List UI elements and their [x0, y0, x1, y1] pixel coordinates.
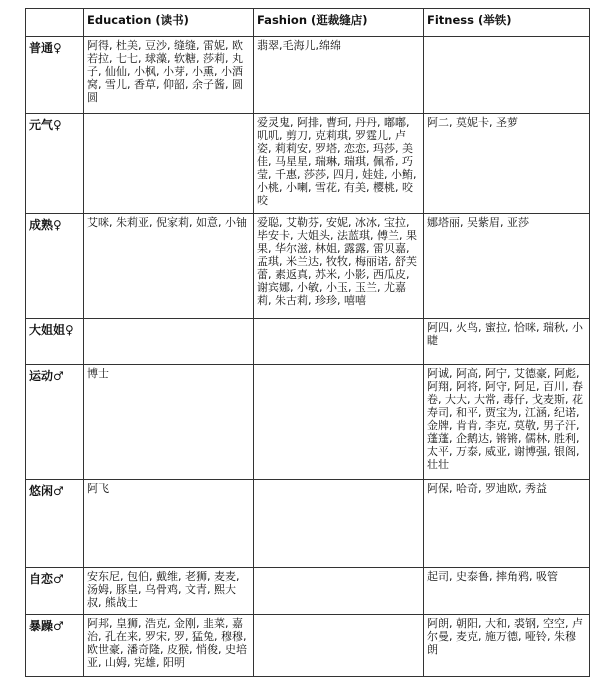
- cell-fitness: 娜塔丽, 吴紫眉, 亚莎: [424, 214, 590, 319]
- cell-fitness: 阿保, 哈奇, 罗迪欧, 秀益: [424, 480, 590, 568]
- row-label: 成熟♀: [26, 214, 84, 319]
- row-label: 悠闲♂: [26, 480, 84, 568]
- cell-education: 博士: [84, 365, 254, 480]
- cell-fitness: 阿朗, 朝阳, 大和, 裘钢, 空空, 卢尔曼, 麦克, 施万德, 哑铃, 朱穆朗: [424, 615, 590, 677]
- header-fitness: Fitness (举铁): [424, 9, 590, 37]
- table-row: [26, 37, 590, 114]
- cell-fashion: 翡翠,毛海儿,绵绵: [254, 37, 424, 114]
- header-fashion: Fashion (逛裁缝店): [254, 9, 424, 37]
- row-label: 暴躁♂: [26, 615, 84, 677]
- villager-table: [25, 8, 590, 677]
- cell-fashion: [254, 319, 424, 365]
- cell-education: 安东尼, 包伯, 戴维, 老狮, 麦麦, 汤姆, 豚皇, 乌骨鸡, 文青, 熙大叔, 熊战士: [84, 568, 254, 615]
- cell-fashion: [254, 615, 424, 677]
- table-row: [26, 480, 590, 568]
- row-label: 普通♀: [26, 37, 84, 114]
- cell-education: 阿邦, 皇狮, 浩克, 金刚, 韭菜, 嘉治, 孔在来, 罗宋, 罗, 猛兔, 穆穆, 欧世豪, 潘奇隆, 皮猴, 悄俊, 史培亚, 山姆, 宪雄, 阳明: [84, 615, 254, 677]
- row-label: 大姐姐♀: [26, 319, 84, 365]
- cell-fashion: [254, 480, 424, 568]
- cell-fashion: 爱聪, 艾勒芬, 安妮, 冰冰, 宝拉, 毕安卡, 大姐头, 法蓝琪, 傅兰, 果果, 华尔滋, 林姐, 露露, 雷贝嘉, 孟琪, 米兰达, 牧牧, 梅丽诺, 舒芙蕾, 素返真, 苏米, 小影, 西瓜皮, 谢宾娜, 小敏, 小玉, 玉兰, 尤嘉莉, 朱古莉, 珍珍, 嘻嘻: [254, 214, 424, 319]
- header-education: Education (读书): [84, 9, 254, 37]
- cell-fashion: [254, 568, 424, 615]
- cell-fashion: 爱灵鬼, 阿排, 曹珂, 丹丹, 嘟嘟, 叽叽, 剪刀, 克莉琪, 罗霆儿, 卢姿, 莉莉安, 罗塔, 恋恋, 玛莎, 美佳, 马星星, 瑞琳, 瑞琪, 佩希, 巧莹, 千惠, 莎莎, 四月, 娃娃, 小鲔, 小桃, 小喇, 雪花, 有美, 樱桃, 咬咬: [254, 114, 424, 214]
- row-label: 运动♂: [26, 365, 84, 480]
- cell-education: [84, 114, 254, 214]
- row-label: 自恋♂: [26, 568, 84, 615]
- cell-education: [84, 319, 254, 365]
- cell-fitness: 阿二, 莫妮卡, 圣萝: [424, 114, 590, 214]
- cell-education: 艾咪, 朱莉亚, 倪家莉, 如意, 小铀: [84, 214, 254, 319]
- header-corner: [26, 9, 84, 37]
- table-row: [26, 365, 590, 480]
- cell-fitness: [424, 37, 590, 114]
- cell-fitness: 阿四, 火鸟, 蜜拉, 恰咪, 瑞秋, 小睫: [424, 319, 590, 365]
- table-row: [26, 615, 590, 677]
- table-row: [26, 114, 590, 214]
- table-row: [26, 319, 590, 365]
- row-label: 元气♀: [26, 114, 84, 214]
- cell-fitness: 阿诚, 阿高, 阿宁, 艾德豪, 阿彪, 阿翔, 阿将, 阿守, 阿足, 百川, 春卷, 大大, 大常, 毒仔, 戈麦斯, 花寿司, 和平, 贾宝为, 江涵, 纪诺, 金牌, 肯肯, 李克, 莫敬, 男子汗, 蓬蓬, 企鹅达, 锵锵, 儒林, 胜利, 太平, 万泰, 威亚, 谢博强, 银阁, 壮壮: [424, 365, 590, 480]
- header-row: [26, 9, 590, 37]
- table-row: [26, 568, 590, 615]
- cell-fitness: 起司, 史泰鲁, 摔角鸦, 吸管: [424, 568, 590, 615]
- cell-education: 阿得, 杜美, 豆沙, 缝缝, 雷妮, 欧若拉, 七七, 球藻, 软糖, 莎莉, 丸子, 仙仙, 小枫, 小芽, 小熏, 小酒窝, 雪儿, 香草, 仰韶, 余子酱, 圆圆: [84, 37, 254, 114]
- cell-education: 阿飞: [84, 480, 254, 568]
- cell-fashion: [254, 365, 424, 480]
- table-row: [26, 214, 590, 319]
